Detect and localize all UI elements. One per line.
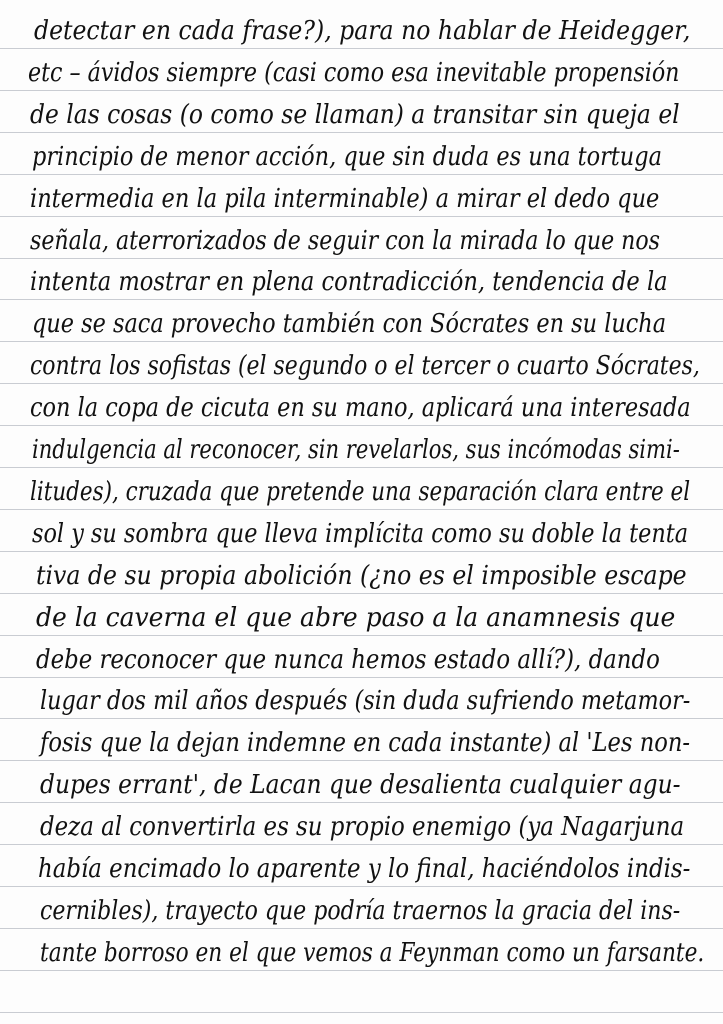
text-line: detectar en cada frase?), para no hablar de Heidegger, [34, 16, 691, 46]
text-line: con la copa de cicuta en su mano, aplicará una interesada [30, 393, 691, 424]
text-line: tiva de su propia abolición (¿no es el imposible escape [36, 560, 687, 591]
text-line: etc – ávidos siempre (casi como esa inevitable propensión [28, 57, 680, 88]
text-line: señala, aterrorizados de seguir con la mirada lo que nos [30, 225, 661, 256]
text-line: indulgencia al reconocer, sin revelarlos, sus incómodas simi- [32, 435, 680, 465]
text-line: fosis que la dejan indemne en cada instante) al 'Les non- [40, 728, 691, 759]
text-line: de la caverna el que abre paso a la anamnesis que [36, 602, 676, 633]
text-line: deza al convertirla es su propio enemigo (ya Nagarjuna [40, 812, 685, 843]
text-line: dupes errant', de Lacan que desalienta cualquier agu- [40, 770, 681, 801]
text-line: debe reconocer que nunca hemos estado allí?), dando [36, 644, 660, 675]
text-line: que se saca provecho también con Sócrates en su lucha [32, 309, 667, 340]
text-line: lugar dos mil años después (sin duda sufriendo metamor- [40, 686, 691, 717]
text-line: contra los sofistas (el segundo o el tercer o cuarto Sócrates, [30, 351, 700, 382]
text-line: de las cosas (o como se llaman) a transitar sin queja el [30, 99, 680, 130]
text-line: litudes), cruzada que pretende una separación clara entre el [30, 476, 691, 507]
text-line: tante borroso en el que vemos a Feynman como un farsante. [40, 937, 705, 968]
text-line: intenta mostrar en plena contradicción, tendencia de la [30, 267, 668, 298]
text-line: cernibles), trayecto que podría traernos la gracia del ins- [40, 895, 681, 926]
text-line: principio de menor acción, que sin duda es una tortuga [32, 141, 662, 172]
text-line: intermedia en la pila interminable) a mirar el dedo que [30, 183, 660, 214]
text-line: había encimado lo aparente y lo final, haciéndolos indis- [38, 854, 691, 884]
text-line: sol y su sombra que lleva implícita como su doble la tenta [32, 518, 689, 549]
